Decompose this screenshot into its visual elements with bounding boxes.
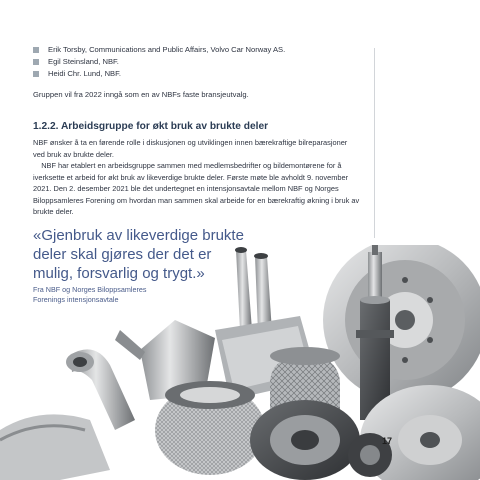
pipe-bend: [0, 414, 110, 480]
body-line: iverksette et arbeid for økt bruk av likeverdige brukte deler. Første møte ble avholdt 9. november: [33, 172, 349, 182]
bullet-square-icon: [33, 59, 39, 65]
body-text: [33, 137, 368, 218]
quote-line: mulig, forsvarlig og trygt.»: [33, 265, 205, 282]
body-line: Biloppsamleres Forening om hvordan man sammen skal arbeide for en bærekraftig økning i bruk av: [33, 195, 360, 205]
column-divider: [374, 48, 375, 238]
list-item: [33, 56, 285, 68]
group-note: Gruppen vil fra 2022 inngå som en av NBFs faste bransjeutvalg.: [33, 90, 249, 99]
page-number: 17: [382, 436, 393, 446]
quote-line: deler skal gjøres der det er: [33, 246, 212, 263]
brake-disc-large: [323, 245, 480, 402]
member-list: [33, 44, 285, 80]
body-line: NBF har etablert en arbeidsgruppe sammen med medlemsbedrifter og bildemontørene for å: [33, 161, 342, 170]
list-item: [33, 44, 285, 56]
body-line: NBF ønsker å ta en førende rolle i diskusjonen og utviklingen innen bærekraftige bilreparasjoner: [33, 138, 348, 147]
attribution-line: Forenings intensjonsavtale: [33, 295, 119, 304]
member-name: Egil Steinsland, NBF.: [48, 57, 119, 66]
attribution-line: Fra NBF og Norges Biloppsamleres: [33, 285, 147, 294]
section-heading: 1.2.2. Arbeidsgruppe for økt bruk av brukte deler: [33, 121, 269, 132]
wheel-hub: [250, 400, 360, 480]
body-line: brukte deler.: [33, 207, 74, 216]
bullet-square-icon: [33, 47, 39, 53]
list-item: [33, 68, 285, 80]
quote-line: «Gjenbruk av likeverdige brukte: [33, 227, 244, 244]
bullet-square-icon: [33, 71, 39, 77]
car-parts-illustration: [0, 245, 480, 480]
body-line: 2021. Den 2. desember 2021 ble det undertegnet en intensjonsavtale mellom NBF og Norges: [33, 184, 339, 193]
member-name: Erik Torsby, Communications and Public Affairs, Volvo Car Norway AS.: [48, 45, 286, 54]
body-line: ved bruk av brukte deler.: [33, 149, 114, 159]
air-filter: [155, 381, 265, 475]
member-name: Heidi Chr. Lund, NBF.: [48, 69, 122, 78]
